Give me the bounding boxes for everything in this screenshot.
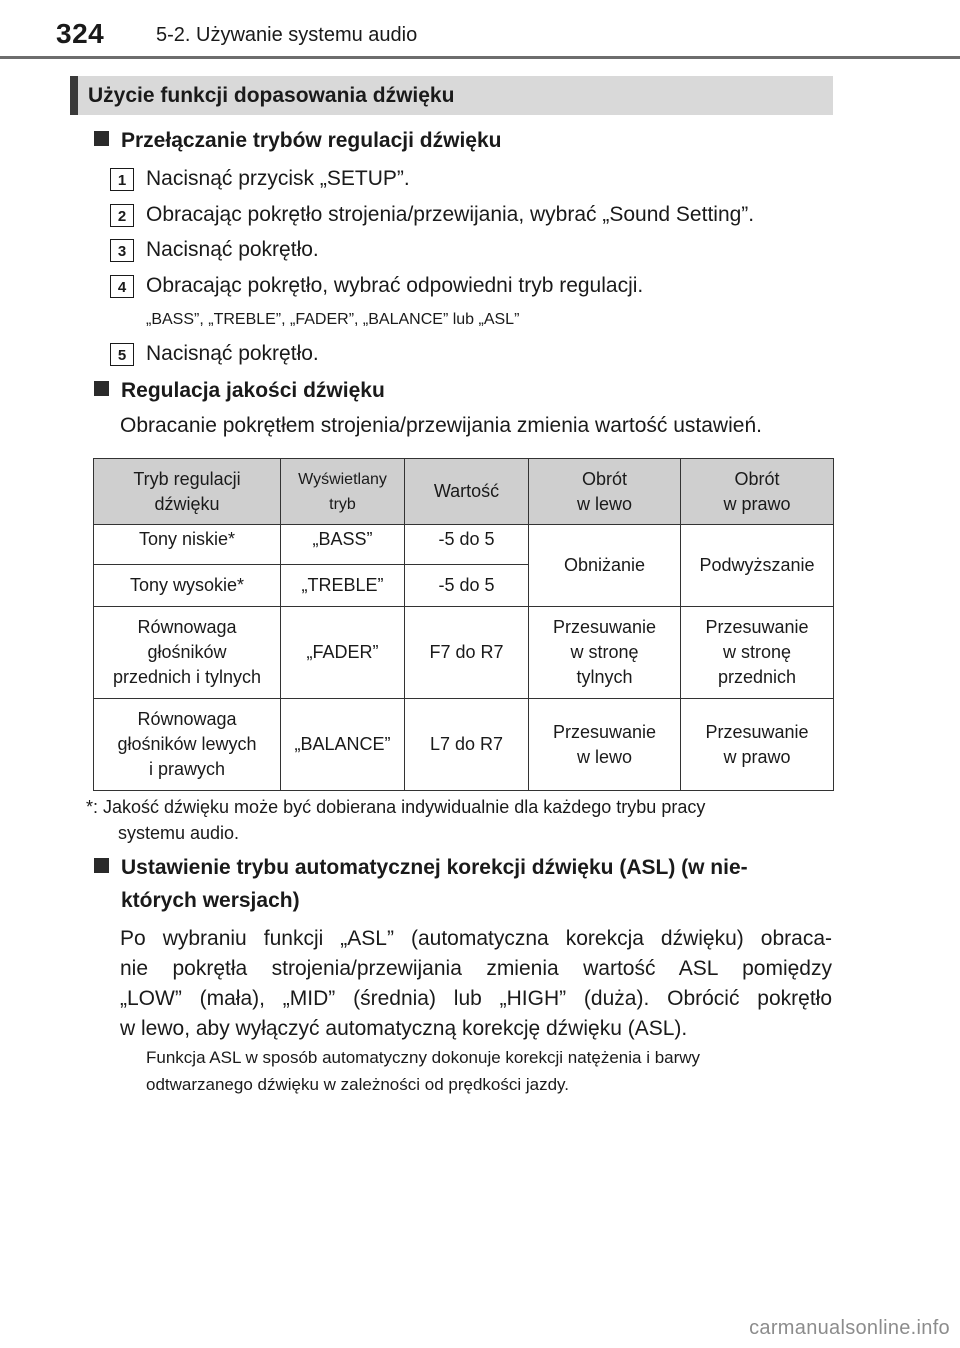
table-cell: Przesuwanie w stronę przednich xyxy=(681,607,834,699)
table-cell: Przesuwanie w stronę tylnych xyxy=(529,607,681,699)
table-cell: L7 do R7 xyxy=(405,699,529,791)
column-header: Wartość xyxy=(405,459,529,525)
page-number: 324 xyxy=(56,18,105,49)
table-cell: Równowaga głośników lewych i prawych xyxy=(94,699,281,791)
subsection-heading-asl xyxy=(94,851,748,917)
footnote-line: *: Jakość dźwięku może być dobierana indywidualnie dla każdego trybu pracy xyxy=(86,797,706,817)
square-bullet-icon xyxy=(94,131,109,146)
chapter-title: 5-2. Używanie systemu audio xyxy=(156,24,418,46)
section-heading-bar xyxy=(70,76,78,115)
paragraph-line: „LOW” (mała), „MID” (średnia) lub „HIGH” (duża). Obrócić pokrętło xyxy=(120,987,832,1010)
subsection-heading-mode-switch xyxy=(94,129,501,153)
quality-intro: Obracanie pokrętłem strojenia/przewijania zmienia wartość ustawień. xyxy=(120,414,762,437)
step-text: Obracając pokrętło, wybrać odpowiedni tryb regulacji. xyxy=(146,274,644,297)
table-cell: „TREBLE” xyxy=(281,565,405,607)
note-line: Funkcja ASL w sposób automatyczny dokonuje korekcji natężenia i barwy xyxy=(146,1048,701,1067)
square-bullet-icon xyxy=(94,858,109,873)
table-cell: F7 do R7 xyxy=(405,607,529,699)
subsection-title-cont: których wersjach) xyxy=(121,889,300,912)
table-row xyxy=(94,699,834,791)
section-title: Użycie funkcji dopasowania dźwięku xyxy=(88,84,455,107)
paragraph-line: w lewo, aby wyłączyć automatyczną korekcję dźwięku (ASL). xyxy=(120,1017,688,1040)
step-text: Nacisnąć przycisk „SETUP”. xyxy=(146,167,410,190)
table-cell: „BALANCE” xyxy=(281,699,405,791)
table-cell: „FADER” xyxy=(281,607,405,699)
table-cell: -5 do 5 xyxy=(405,565,529,607)
page-header xyxy=(0,0,960,58)
table-cell: Obniżanie xyxy=(529,525,681,607)
step-number: 1 xyxy=(110,168,134,191)
step-text: Nacisnąć pokrętło. xyxy=(146,238,319,261)
footnote-line: systemu audio. xyxy=(118,823,240,843)
subsection-title: Regulacja jakości dźwięku xyxy=(121,379,385,402)
subsection-title: Przełączanie trybów regulacji dźwięku xyxy=(121,129,502,152)
watermark: carmanualsonline.info xyxy=(749,1317,950,1339)
subsection-heading-quality xyxy=(94,379,385,403)
column-header: Wyświetlany tryb xyxy=(281,459,405,525)
section-heading xyxy=(70,76,833,115)
table-cell: Tony wysokie* xyxy=(94,565,281,607)
column-header: Tryb regulacji dźwięku xyxy=(94,459,281,525)
header-divider xyxy=(0,56,960,59)
paragraph-line: Po wybraniu funkcji „ASL” (automatyczna korekcja dźwięku) obraca- xyxy=(120,927,832,950)
step-number: 3 xyxy=(110,239,134,262)
table-footnote xyxy=(86,794,836,846)
step-4-note: „BASS”, „TREBLE”, „FADER”, „BALANCE” lub „ASL” xyxy=(146,311,520,328)
table-cell: Tony niskie* xyxy=(94,525,281,565)
table-row xyxy=(94,607,834,699)
step-text: Obracając pokrętło strojenia/przewijania, wybrać „Sound Setting”. xyxy=(146,203,755,226)
table-cell: Równowaga głośników przednich i tylnych xyxy=(94,607,281,699)
table-cell: -5 do 5 xyxy=(405,525,529,565)
step-text: Nacisnąć pokrętło. xyxy=(146,342,319,365)
step-number: 2 xyxy=(110,204,134,227)
table-cell: „BASS” xyxy=(281,525,405,565)
table-cell: Przesuwanie w prawo xyxy=(681,699,834,791)
square-bullet-icon xyxy=(94,381,109,396)
paragraph-line: nie pokrętła strojenia/przewijania zmienia wartość ASL pomiędzy xyxy=(120,957,832,980)
table-cell: Podwyższanie xyxy=(681,525,834,607)
asl-note xyxy=(146,1044,836,1098)
step-number: 4 xyxy=(110,275,134,298)
asl-paragraph xyxy=(120,924,832,1044)
note-line: odtwarzanego dźwięku w zależności od prędkości jazdy. xyxy=(146,1075,570,1094)
table-row xyxy=(94,525,834,565)
column-header: Obrót w prawo xyxy=(681,459,834,525)
column-header: Obrót w lewo xyxy=(529,459,681,525)
sound-settings-table xyxy=(93,458,834,791)
subsection-title: Ustawienie trybu automatycznej korekcji dźwięku (ASL) (w nie- xyxy=(121,856,748,879)
step-number: 5 xyxy=(110,343,134,366)
table-cell: Przesuwanie w lewo xyxy=(529,699,681,791)
table-header-row xyxy=(94,459,834,525)
